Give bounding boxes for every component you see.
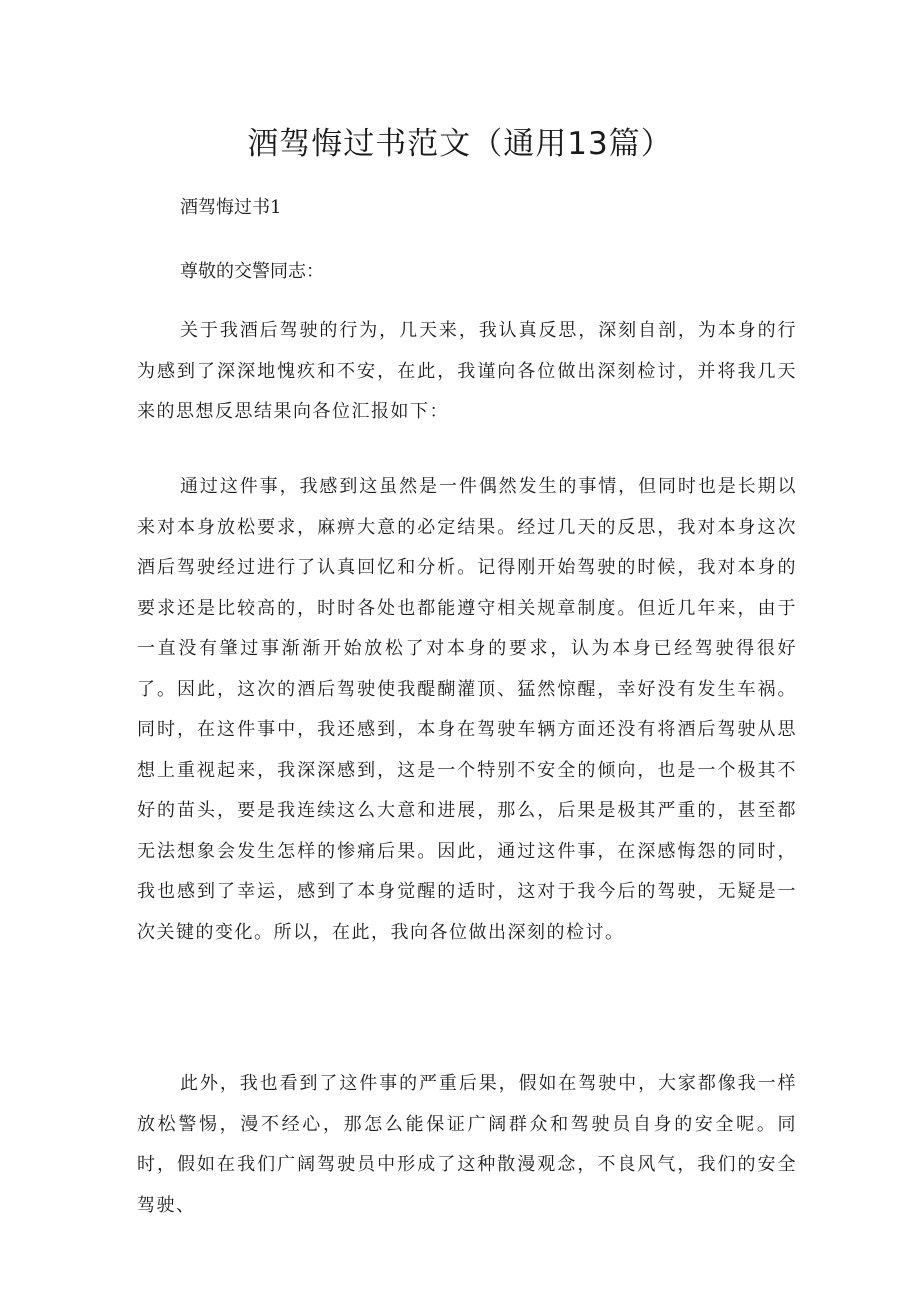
salutation: 尊敬的交警同志：: [180, 261, 324, 282]
body-paragraph: 通过这件事，我感到这虽然是一件偶然发生的事情，但同时也是长期以来对本身放松要求，麻痹大意的必定结果。经过几天的反思，我对本身这次酒后驾驶经过进行了认真回忆和分析。记得刚开始驾驶的时候，我对本身的要求还是比较高的，时时各处也都能遵守相关规章制度。但近几年来，由于一直没有肇过事渐渐开始放松了对本身的要求，认为本身已经驾驶得很好了。因此，这次的酒后驾驶使我醍醐灌顶、猛然惊醒，幸好没有发生车祸。同时，在这件事中，我还感到，本身在驾驶车辆方面还没有将酒后驾驶从思想上重视起来，我深深感到，这是一个特别不安全的倾向，也是一个极其不好的苗头，要是我连续这么大意和进展，那么，后果是极其严重的，甚至都无法想象会发生怎样的惨痛后果。因此，通过这件事，在深感悔怨的同时，我也感到了幸运，感到了本身觉醒的适时，这对于我今后的驾驶，无疑是一次关键的变化。所以，在此，我向各位做出深刻的检讨。: [137, 476, 797, 943]
section-heading: 酒驾悔过书1: [180, 197, 282, 218]
body-paragraph: 此外，我也看到了这件事的严重后果，假如在驾驶中，大家都像我一样放松警惕，漫不经心，那怎么能保证广阔群众和驾驶员自身的安全呢。同时，假如在我们广阔驾驶员中形成了这种散漫观念，不良风气，我们的安全驾驶、: [137, 1073, 797, 1216]
document-title: 酒驾悔过书范文（通用13篇）: [247, 126, 673, 162]
body-paragraph: 关于我酒后驾驶的行为，几天来，我认真反思，深刻自剖，为本身的行为感到了深深地愧疚和不安，在此，我谨向各位做出深刻检讨，并将我几天来的思想反思结果向各位汇报如下：: [137, 320, 797, 422]
